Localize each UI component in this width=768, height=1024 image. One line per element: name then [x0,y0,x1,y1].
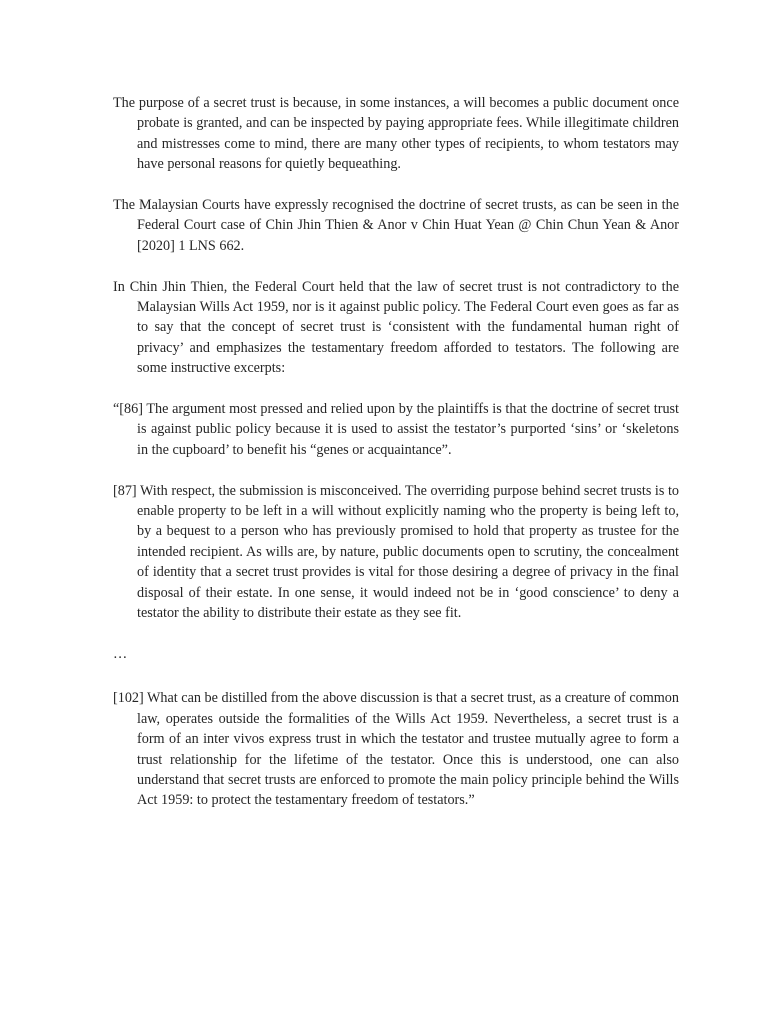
excerpt-paragraph-102: [102] What can be distilled from the above discussion is that a secret trust, as a creature of common law, operates outside the formalities of the Wills Act 1959. Nevertheless, a secret trust is a form of an inter vivos express trust in which the testator and trustee mutually agree to form a trust relationship for the lifetime of the testator. Once this is understood, one can also understand that secret trusts are enforced to promote the main policy principle behind the Wills Act 1959: to protect the testamentary freedom of testators.” [113,690,679,809]
paragraph-chin-jhin-thien: In Chin Jhin Thien, the Federal Court held that the law of secret trust is not contradictory to the Malaysian Wills Act 1959, nor is it against public policy. The Federal Court even goes as far as to say that the concept of secret trust is ‘consistent with the fundamental human right of privacy’ and emphasizes the testamentary freedom afforded to testators. The following are some instructive excerpts: [113,278,679,377]
paragraph-purpose: The purpose of a secret trust is because, in some instances, a will becomes a public document once probate is granted, and can be inspected by paying appropriate fees. While illegitimate children and mistresses come to mind, there are many other types of recipients, to whom testators may have personal reasons for quietly bequeathing. [113,95,679,173]
document-body [113,93,679,831]
paragraph-malaysian-courts: The Malaysian Courts have expressly recognised the doctrine of secret trusts, as can be seen in the Federal Court case of Chin Jhin Thien & Anor v Chin Huat Yean @ Chin Chun Yean & Anor [2020] 1 LNS 662. [113,197,679,254]
excerpt-paragraph-87: [87] With respect, the submission is misconceived. The overriding purpose behind secret trusts is to enable property to be left in a will without explicitly naming who the property is being left to, by a bequest to a person who has previously promised to hold that property as trustee for the intended recipient. As wills are, by nature, public documents open to scrutiny, the concealment of identity that a secret trust provides is vital for those desiring a degree of privacy in the final disposal of their estate. In one sense, it would indeed not be in ‘good conscience’ to deny a testator the ability to distribute their estate as they see fit. [113,482,679,622]
ellipsis: … [113,645,128,662]
excerpt-paragraph-86: “[86] The argument most pressed and relied upon by the plaintiffs is that the doctrine of secret trust is against public policy because it is used to assist the testator’s purported ‘sins’ or ‘skeletons in the cupboard’ to benefit his “genes or acquaintance”. [113,401,679,458]
